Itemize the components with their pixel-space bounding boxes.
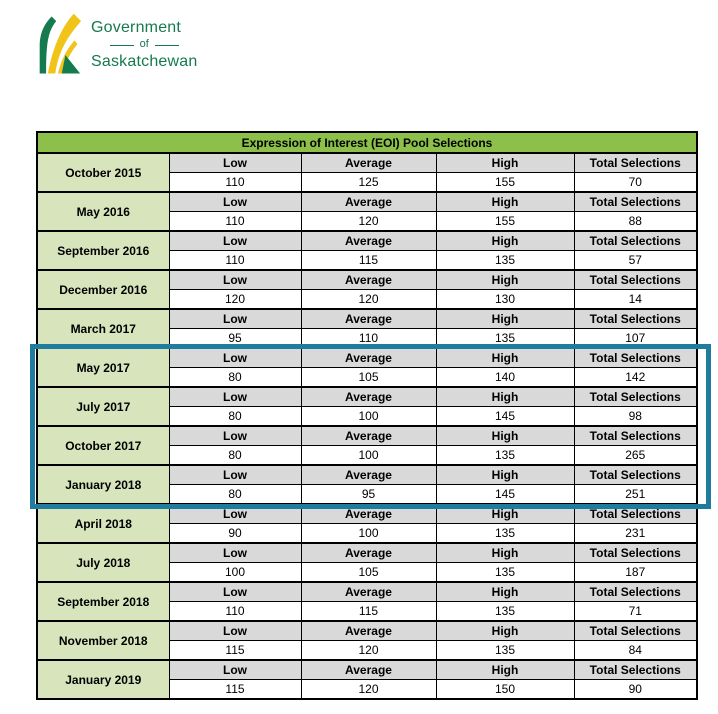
- total-selections-value: 88: [574, 212, 697, 232]
- col-header-average: Average: [301, 543, 436, 563]
- col-header-low: Low: [169, 153, 301, 173]
- total-selections-value: 231: [574, 524, 697, 544]
- col-header-low: Low: [169, 543, 301, 563]
- col-header-average: Average: [301, 309, 436, 329]
- col-header-average: Average: [301, 231, 436, 251]
- date-cell: January 2019: [37, 660, 169, 699]
- col-header-high: High: [436, 504, 574, 524]
- col-header-average: Average: [301, 660, 436, 680]
- table-header-row: [37, 621, 697, 641]
- col-header-low: Low: [169, 582, 301, 602]
- average-value: 100: [301, 446, 436, 466]
- col-header-average: Average: [301, 153, 436, 173]
- low-value: 100: [169, 563, 301, 583]
- average-value: 105: [301, 368, 436, 388]
- dash-left: [110, 45, 134, 46]
- table-header-row: [37, 192, 697, 212]
- col-header-high: High: [436, 582, 574, 602]
- average-value: 100: [301, 407, 436, 427]
- dash-right: [155, 45, 179, 46]
- total-selections-value: 107: [574, 329, 697, 349]
- col-header-total-selections: Total Selections: [574, 309, 697, 329]
- total-selections-value: 84: [574, 641, 697, 661]
- date-cell: November 2018: [37, 621, 169, 660]
- average-value: 115: [301, 251, 436, 271]
- table-title-row: [37, 132, 697, 153]
- col-header-total-selections: Total Selections: [574, 270, 697, 290]
- logo-text: [91, 18, 197, 72]
- table-header-row: [37, 348, 697, 368]
- table-header-row: [37, 387, 697, 407]
- col-header-average: Average: [301, 465, 436, 485]
- date-cell: July 2017: [37, 387, 169, 426]
- col-header-low: Low: [169, 309, 301, 329]
- col-header-total-selections: Total Selections: [574, 543, 697, 563]
- average-value: 120: [301, 212, 436, 232]
- low-value: 115: [169, 680, 301, 700]
- col-header-total-selections: Total Selections: [574, 153, 697, 173]
- total-selections-value: 265: [574, 446, 697, 466]
- table-header-row: [37, 231, 697, 251]
- table-header-row: [37, 582, 697, 602]
- high-value: 135: [436, 563, 574, 583]
- col-header-high: High: [436, 465, 574, 485]
- high-value: 140: [436, 368, 574, 388]
- col-header-average: Average: [301, 582, 436, 602]
- col-header-total-selections: Total Selections: [574, 582, 697, 602]
- low-value: 80: [169, 485, 301, 505]
- col-header-high: High: [436, 426, 574, 446]
- col-header-total-selections: Total Selections: [574, 465, 697, 485]
- high-value: 135: [436, 641, 574, 661]
- low-value: 110: [169, 251, 301, 271]
- average-value: 105: [301, 563, 436, 583]
- low-value: 90: [169, 524, 301, 544]
- high-value: 135: [436, 602, 574, 622]
- col-header-total-selections: Total Selections: [574, 504, 697, 524]
- eoi-pool-selections-table: [36, 131, 698, 700]
- col-header-low: Low: [169, 270, 301, 290]
- col-header-low: Low: [169, 621, 301, 641]
- total-selections-value: 70: [574, 173, 697, 193]
- col-header-average: Average: [301, 192, 436, 212]
- date-cell: July 2018: [37, 543, 169, 582]
- total-selections-value: 71: [574, 602, 697, 622]
- average-value: 95: [301, 485, 436, 505]
- wheat-sheaf-icon: [36, 12, 82, 78]
- total-selections-value: 14: [574, 290, 697, 310]
- logo-line-government: Government: [91, 19, 182, 37]
- low-value: 80: [169, 446, 301, 466]
- col-header-average: Average: [301, 270, 436, 290]
- high-value: 145: [436, 485, 574, 505]
- average-value: 120: [301, 680, 436, 700]
- col-header-high: High: [436, 192, 574, 212]
- col-header-low: Low: [169, 231, 301, 251]
- col-header-high: High: [436, 153, 574, 173]
- low-value: 80: [169, 368, 301, 388]
- total-selections-value: 98: [574, 407, 697, 427]
- col-header-average: Average: [301, 621, 436, 641]
- col-header-high: High: [436, 309, 574, 329]
- table-header-row: [37, 504, 697, 524]
- average-value: 120: [301, 290, 436, 310]
- high-value: 135: [436, 446, 574, 466]
- table-header-row: [37, 153, 697, 173]
- col-header-total-selections: Total Selections: [574, 387, 697, 407]
- date-cell: May 2017: [37, 348, 169, 387]
- col-header-low: Low: [169, 192, 301, 212]
- high-value: 135: [436, 524, 574, 544]
- low-value: 110: [169, 173, 301, 193]
- saskatchewan-logo: [36, 12, 197, 78]
- low-value: 95: [169, 329, 301, 349]
- high-value: 135: [436, 251, 574, 271]
- date-cell: October 2015: [37, 153, 169, 192]
- table-header-row: [37, 270, 697, 290]
- table-title: Expression of Interest (EOI) Pool Selections: [37, 132, 697, 153]
- average-value: 110: [301, 329, 436, 349]
- col-header-total-selections: Total Selections: [574, 231, 697, 251]
- logo-line-saskatchewan: Saskatchewan: [91, 52, 198, 70]
- average-value: 100: [301, 524, 436, 544]
- col-header-low: Low: [169, 387, 301, 407]
- col-header-high: High: [436, 621, 574, 641]
- col-header-high: High: [436, 660, 574, 680]
- col-header-average: Average: [301, 504, 436, 524]
- col-header-average: Average: [301, 348, 436, 368]
- low-value: 80: [169, 407, 301, 427]
- date-cell: May 2016: [37, 192, 169, 231]
- date-cell: September 2016: [37, 231, 169, 270]
- col-header-low: Low: [169, 348, 301, 368]
- date-cell: September 2018: [37, 582, 169, 621]
- total-selections-value: 57: [574, 251, 697, 271]
- total-selections-value: 142: [574, 368, 697, 388]
- col-header-total-selections: Total Selections: [574, 621, 697, 641]
- average-value: 125: [301, 173, 436, 193]
- total-selections-value: 90: [574, 680, 697, 700]
- high-value: 155: [436, 173, 574, 193]
- date-cell: December 2016: [37, 270, 169, 309]
- col-header-low: Low: [169, 426, 301, 446]
- col-header-total-selections: Total Selections: [574, 426, 697, 446]
- logo-line-of: [91, 38, 197, 52]
- col-header-average: Average: [301, 426, 436, 446]
- high-value: 130: [436, 290, 574, 310]
- high-value: 145: [436, 407, 574, 427]
- col-header-total-selections: Total Selections: [574, 192, 697, 212]
- col-header-low: Low: [169, 465, 301, 485]
- high-value: 135: [436, 329, 574, 349]
- col-header-low: Low: [169, 504, 301, 524]
- col-header-total-selections: Total Selections: [574, 660, 697, 680]
- total-selections-value: 187: [574, 563, 697, 583]
- col-header-average: Average: [301, 387, 436, 407]
- col-header-high: High: [436, 348, 574, 368]
- date-cell: January 2018: [37, 465, 169, 504]
- total-selections-value: 251: [574, 485, 697, 505]
- high-value: 150: [436, 680, 574, 700]
- logo-of-text: of: [139, 38, 149, 51]
- table-header-row: [37, 426, 697, 446]
- date-cell: October 2017: [37, 426, 169, 465]
- col-header-high: High: [436, 387, 574, 407]
- col-header-high: High: [436, 270, 574, 290]
- col-header-high: High: [436, 543, 574, 563]
- col-header-total-selections: Total Selections: [574, 348, 697, 368]
- average-value: 120: [301, 641, 436, 661]
- col-header-high: High: [436, 231, 574, 251]
- low-value: 115: [169, 641, 301, 661]
- table-header-row: [37, 465, 697, 485]
- date-cell: March 2017: [37, 309, 169, 348]
- table-header-row: [37, 543, 697, 563]
- low-value: 110: [169, 212, 301, 232]
- average-value: 115: [301, 602, 436, 622]
- table-header-row: [37, 660, 697, 680]
- low-value: 110: [169, 602, 301, 622]
- col-header-low: Low: [169, 660, 301, 680]
- high-value: 155: [436, 212, 574, 232]
- date-cell: April 2018: [37, 504, 169, 543]
- table-header-row: [37, 309, 697, 329]
- low-value: 120: [169, 290, 301, 310]
